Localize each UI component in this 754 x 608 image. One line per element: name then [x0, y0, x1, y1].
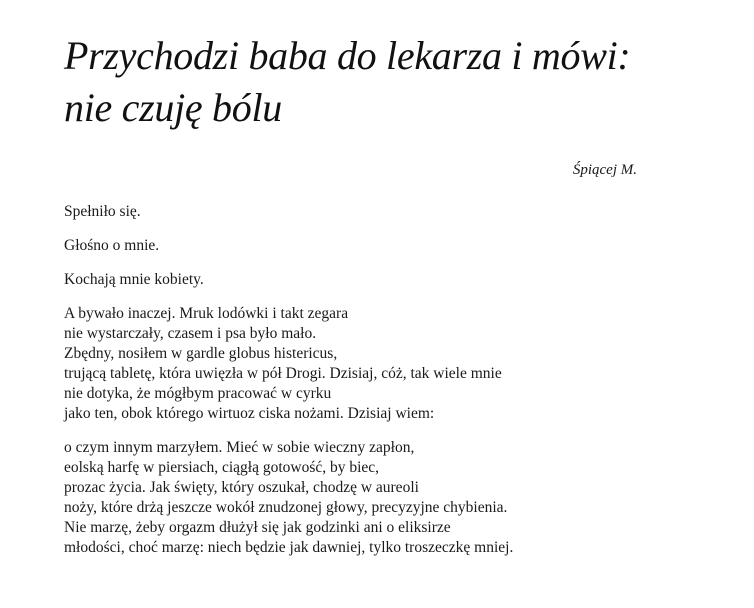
poem-title-line: Przychodzi baba do lekarza i mówi:: [64, 33, 631, 78]
stanza: [64, 236, 704, 256]
verse-line: Spełniło się.: [64, 203, 141, 220]
verse-line: młodości, choć marzę: niech będzie jak dawniej, tylko troszeczkę mniej.: [64, 539, 514, 556]
verse-line: Zbędny, nosiłem w gardle globus histericus,: [64, 345, 338, 362]
verse-line: A bywało inaczej. Mruk lodówki i takt zegara: [64, 305, 349, 322]
stanza: [64, 270, 704, 290]
verse-line: nie dotyka, że mógłbym pracować w cyrku: [64, 385, 332, 402]
verse-line: nie wystarczały, czasem i psa było mało.: [64, 325, 317, 342]
verse-line: jako ten, obok którego wirtuoz ciska nożami. Dzisiaj wiem:: [64, 405, 435, 422]
verse-line: noży, które drżą jeszcze wokół znudzonej głowy, precyzyjne chybienia.: [64, 499, 508, 516]
verse-line: trującą tabletę, która uwięzła w pół Drogi. Dzisiaj, cóż, tak wiele mnie: [64, 365, 502, 382]
stanza: [64, 202, 704, 222]
poem-title-line: nie czuję bólu: [64, 85, 282, 130]
stanza: [64, 304, 704, 424]
verse-line: Głośno o mnie.: [64, 237, 160, 254]
verse-line: prozac życia. Jak święty, który oszukał, chodzę w aureoli: [64, 479, 419, 496]
verse-line: o czym innym marzyłem. Mieć w sobie wieczny zapłon,: [64, 439, 415, 456]
stanza: [64, 438, 704, 558]
poem-body: [64, 202, 704, 572]
verse-line: Nie marzę, żeby orgazm dłużył się jak godzinki ani o eliksirze: [64, 519, 451, 536]
poem-title: [64, 30, 704, 134]
verse-line: eolską harfę w piersiach, ciągłą gotowość, by biec,: [64, 459, 380, 476]
dedication: Śpiącej M.: [572, 162, 637, 178]
verse-line: Kochają mnie kobiety.: [64, 271, 204, 288]
